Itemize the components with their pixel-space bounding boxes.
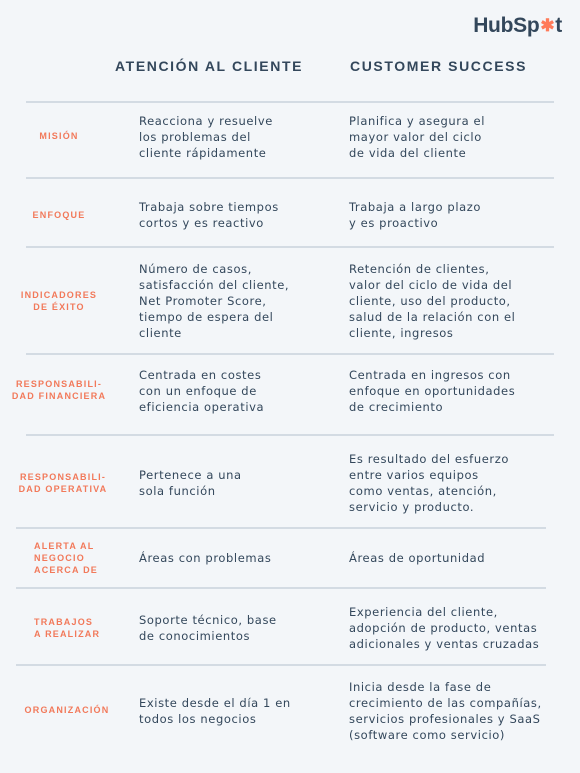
row-label: ORGANIZACIÓN	[24, 705, 110, 715]
cell-atencion: Centrada en costes con un enfoque de eficiencia operativa	[139, 368, 265, 414]
cell-customer-success: Planifica y asegura el mayor valor del ciclo de vida del cliente	[349, 114, 485, 160]
divider	[26, 246, 554, 248]
divider	[16, 664, 546, 666]
row-label: RESPONSABILI- DAD OPERATIVA	[18, 472, 108, 494]
cell-atencion: Áreas con problemas	[139, 551, 272, 565]
divider	[16, 527, 546, 529]
logo-text-right: t	[555, 14, 562, 37]
row-label: RESPONSABILI- DAD FINANCIERA	[11, 379, 107, 401]
cell-atencion: Soporte técnico, base de conocimientos	[139, 613, 277, 643]
divider	[26, 177, 554, 179]
cell-atencion: Reacciona y resuelve los problemas del cliente rápidamente	[139, 114, 273, 160]
cell-customer-success: Inicia desde la fase de crecimiento de las compañías, servicios profesionales y SaaS (software como servicio)	[349, 680, 542, 742]
divider	[16, 587, 546, 589]
cell-atencion: Existe desde el día 1 en todos los negocios	[139, 696, 291, 726]
column-header-atencion: ATENCIÓN AL CLIENTE	[115, 58, 304, 74]
divider	[26, 434, 554, 436]
logo-text-left: HubSp	[473, 14, 540, 37]
cell-atencion: Trabaja sobre tiempos cortos y es reactivo	[139, 200, 279, 230]
row-label: INDICADORES DE ÉXITO	[20, 290, 98, 312]
cell-atencion: Número de casos, satisfacción del cliente, Net Promoter Score, tiempo de espera del cliente	[139, 262, 290, 340]
cell-customer-success: Áreas de oportunidad	[349, 551, 486, 565]
hubspot-logo	[473, 14, 562, 38]
cell-customer-success: Es resultado del esfuerzo entre varios equipos como ventas, atención, servicio y producto.	[349, 452, 509, 514]
divider	[26, 101, 554, 103]
divider	[26, 353, 554, 355]
row-label: MISIÓN	[39, 131, 79, 141]
row-label: ALERTA AL NEGOCIO ACERCA DE	[34, 541, 98, 575]
cell-customer-success: Experiencia del cliente, adopción de producto, ventas adicionales y ventas cruzadas	[349, 605, 540, 651]
sprocket-icon: ✱	[540, 16, 555, 35]
row-label: TRABAJOS A REALIZAR	[34, 617, 101, 639]
column-header-customer-success: CUSTOMER SUCCESS	[350, 58, 528, 74]
cell-customer-success: Centrada en ingresos con enfoque en oportunidades de crecimiento	[349, 368, 516, 414]
cell-customer-success: Trabaja a largo plazo y es proactivo	[349, 200, 482, 230]
cell-customer-success: Retención de clientes, valor del ciclo de vida del cliente, uso del producto, salud de la relación con el cliente, ingresos	[349, 262, 516, 340]
cell-atencion: Pertenece a una sola función	[139, 468, 242, 498]
row-label: ENFOQUE	[32, 210, 86, 220]
